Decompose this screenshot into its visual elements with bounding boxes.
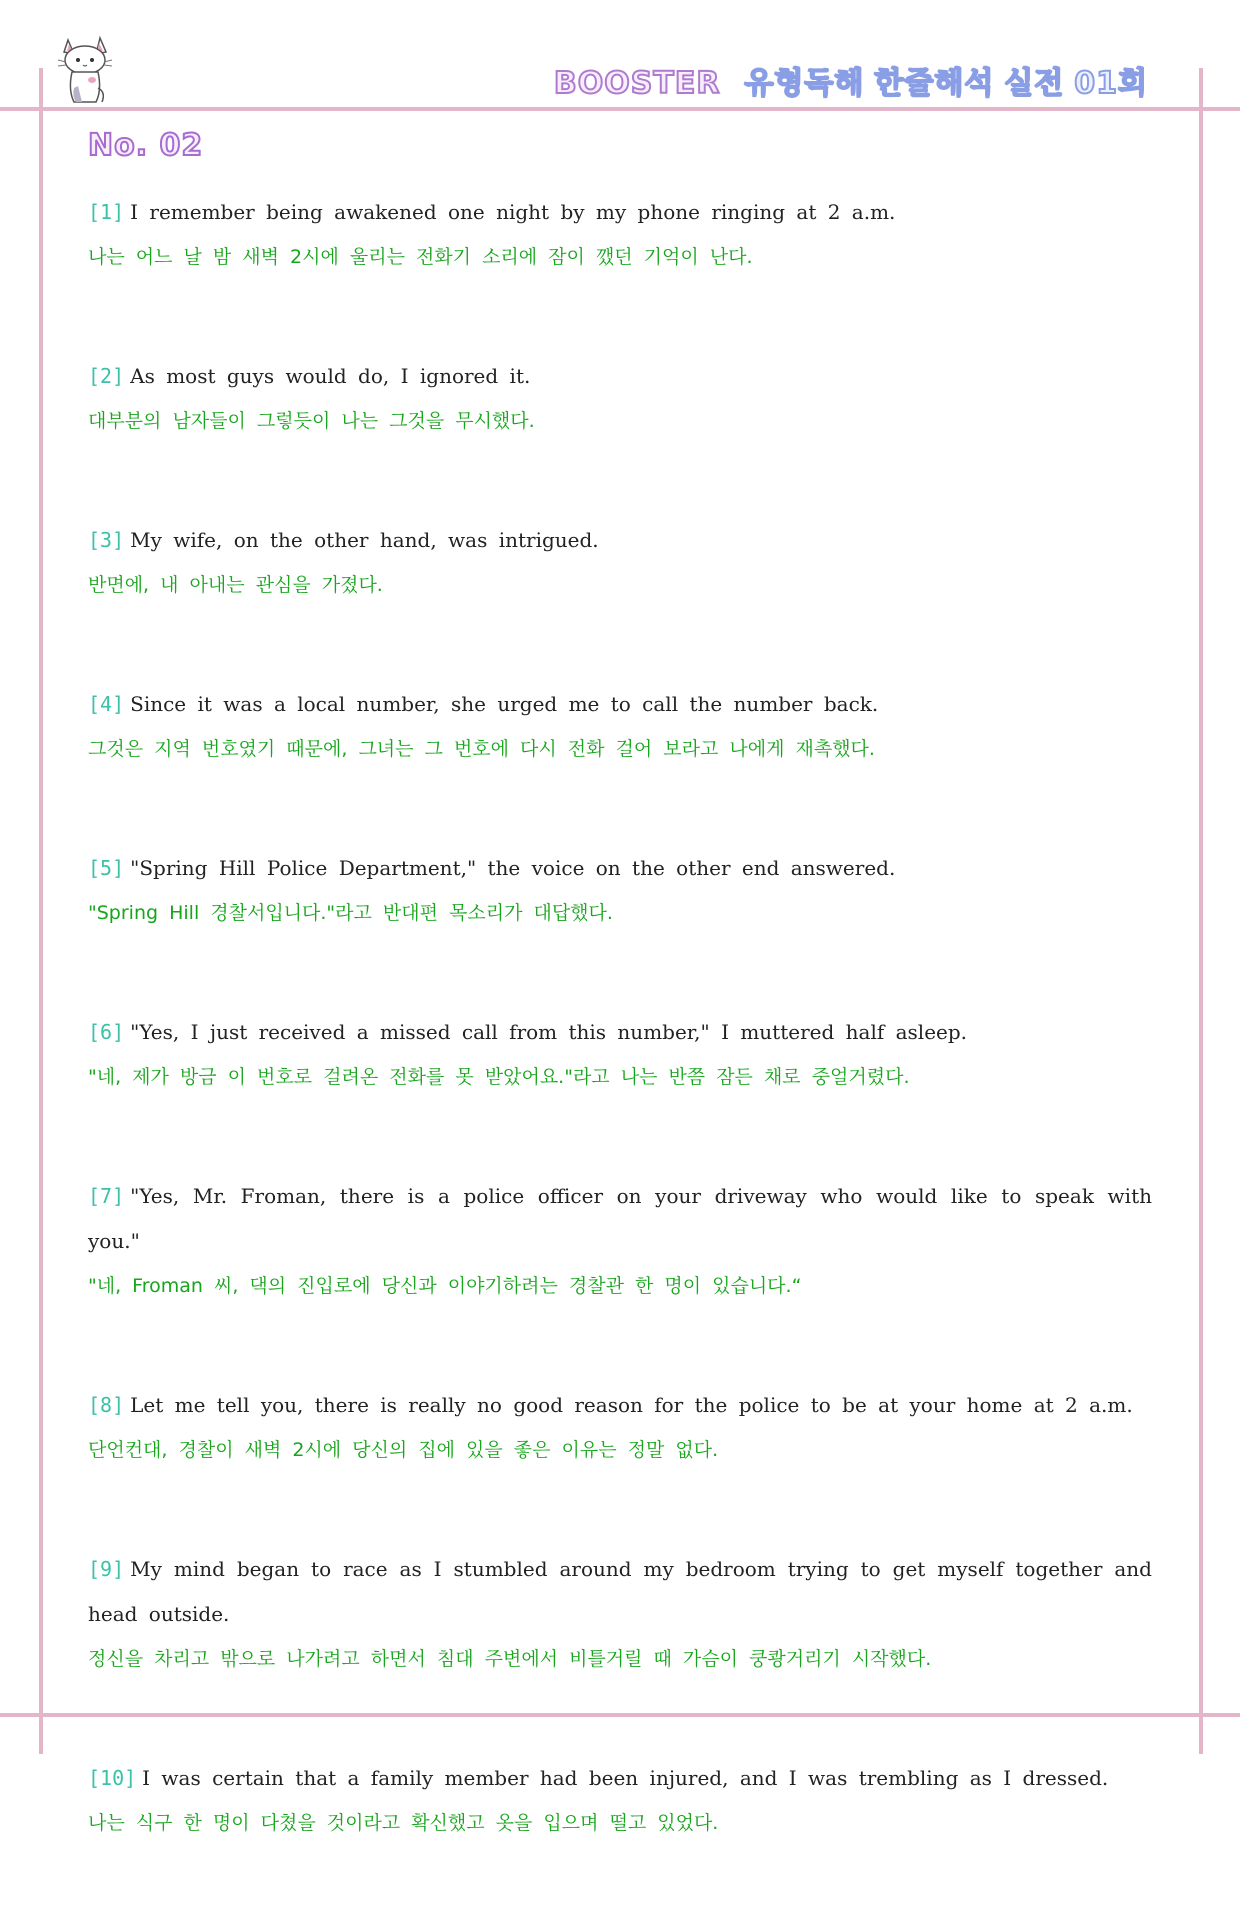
english-text: My wife, on the other hand, was intrigued. — [130, 528, 599, 552]
korean-translation: 반면에, 내 아내는 관심을 가졌다. — [88, 574, 383, 596]
sentence-number: [1] — [88, 200, 125, 224]
sentence-number: [4] — [88, 692, 125, 716]
korean-translation: 정신을 차리고 밖으로 나가려고 하면서 침대 주변에서 비틀거릴 때 가슴이 쿵쾅거리기 시작했다. — [88, 1648, 932, 1670]
english-sentence — [88, 1547, 1152, 1637]
english-text: "Spring Hill Police Department," the voice on the other end answered. — [130, 856, 896, 880]
english-text: As most guys would do, I ignored it. — [130, 364, 531, 388]
english-text: "Yes, I just received a missed call from this number," I muttered half asleep. — [130, 1020, 968, 1044]
header-word: 01회 — [1074, 66, 1148, 101]
english-sentence — [88, 682, 1152, 727]
header-divider-line — [0, 107, 1240, 111]
sentence-item — [88, 846, 1152, 936]
english-text: I was certain that a family member had been injured, and I was trembling as I dressed. — [142, 1766, 1109, 1790]
sentence-number: [10] — [88, 1766, 137, 1790]
english-sentence — [88, 518, 1152, 563]
english-sentence — [88, 1010, 1152, 1055]
sentence-item — [88, 1547, 1152, 1682]
sentence-item — [88, 1010, 1152, 1100]
sentence-item — [88, 1756, 1152, 1846]
sentence-item — [88, 518, 1152, 608]
sentence-number: [9] — [88, 1557, 125, 1581]
sentence-list — [88, 190, 1152, 1920]
english-sentence — [88, 1174, 1152, 1264]
cat-logo-icon — [54, 30, 116, 106]
korean-translation: 대부분의 남자들이 그렇듯이 나는 그것을 무시했다. — [88, 410, 535, 432]
english-sentence — [88, 1756, 1152, 1801]
header-word: 실전 — [1004, 66, 1065, 101]
english-sentence — [88, 354, 1152, 399]
right-border-line — [1199, 68, 1203, 1754]
korean-translation: 그것은 지역 번호였기 때문에, 그녀는 그 번호에 다시 전화 걸어 보라고 나에게 재촉했다. — [88, 738, 875, 760]
english-text: My mind began to race as I stumbled around my bedroom trying to get myself together and head outside. — [88, 1557, 1152, 1626]
english-sentence — [88, 190, 1152, 235]
header-brand: BOOSTER — [553, 66, 721, 101]
sentence-item — [88, 190, 1152, 280]
sentence-number: [3] — [88, 528, 125, 552]
sentence-number: [5] — [88, 856, 125, 880]
korean-translation: 나는 어느 날 밤 새벽 2시에 울리는 전화기 소리에 잠이 깼던 기억이 난다. — [88, 246, 753, 268]
english-text: Since it was a local number, she urged me to call the number back. — [130, 692, 879, 716]
sentence-item — [88, 682, 1152, 772]
sentence-number: [7] — [88, 1184, 125, 1208]
section-number: No. 02 — [88, 128, 204, 163]
korean-translation: "네, 제가 방금 이 번호로 걸려온 전화를 못 받았어요."라고 나는 반쯤 잠든 채로 중얼거렸다. — [88, 1066, 910, 1088]
header-word: 한줄해석 — [874, 66, 995, 101]
english-text: I remember being awakened one night by my phone ringing at 2 a.m. — [130, 200, 896, 224]
sentence-number: [8] — [88, 1393, 125, 1417]
header-title — [554, 58, 1148, 102]
left-border-line — [39, 68, 43, 1754]
korean-translation: 나는 식구 한 명이 다쳤을 것이라고 확신했고 옷을 입으며 떨고 있었다. — [88, 1812, 719, 1834]
english-text: "Yes, Mr. Froman, there is a police officer on your driveway who would like to speak with you." — [88, 1184, 1152, 1253]
korean-translation: 단언컨대, 경찰이 새벽 2시에 당신의 집에 있을 좋은 이유는 정말 없다. — [88, 1439, 719, 1461]
sentence-number: [2] — [88, 364, 125, 388]
header-word: 유형독해 — [744, 66, 865, 101]
sentence-item — [88, 354, 1152, 444]
english-sentence — [88, 1383, 1152, 1428]
sentence-item — [88, 1383, 1152, 1473]
sentence-item — [88, 1174, 1152, 1309]
korean-translation: "네, Froman 씨, 댁의 진입로에 당신과 이야기하려는 경찰관 한 명이 있습니다.“ — [88, 1275, 802, 1297]
korean-translation: "Spring Hill 경찰서입니다."라고 반대편 목소리가 대답했다. — [88, 902, 613, 924]
english-sentence — [88, 846, 1152, 891]
sentence-number: [6] — [88, 1020, 125, 1044]
english-text: Let me tell you, there is really no good reason for the police to be at your home at 2 a.m. — [130, 1393, 1133, 1417]
